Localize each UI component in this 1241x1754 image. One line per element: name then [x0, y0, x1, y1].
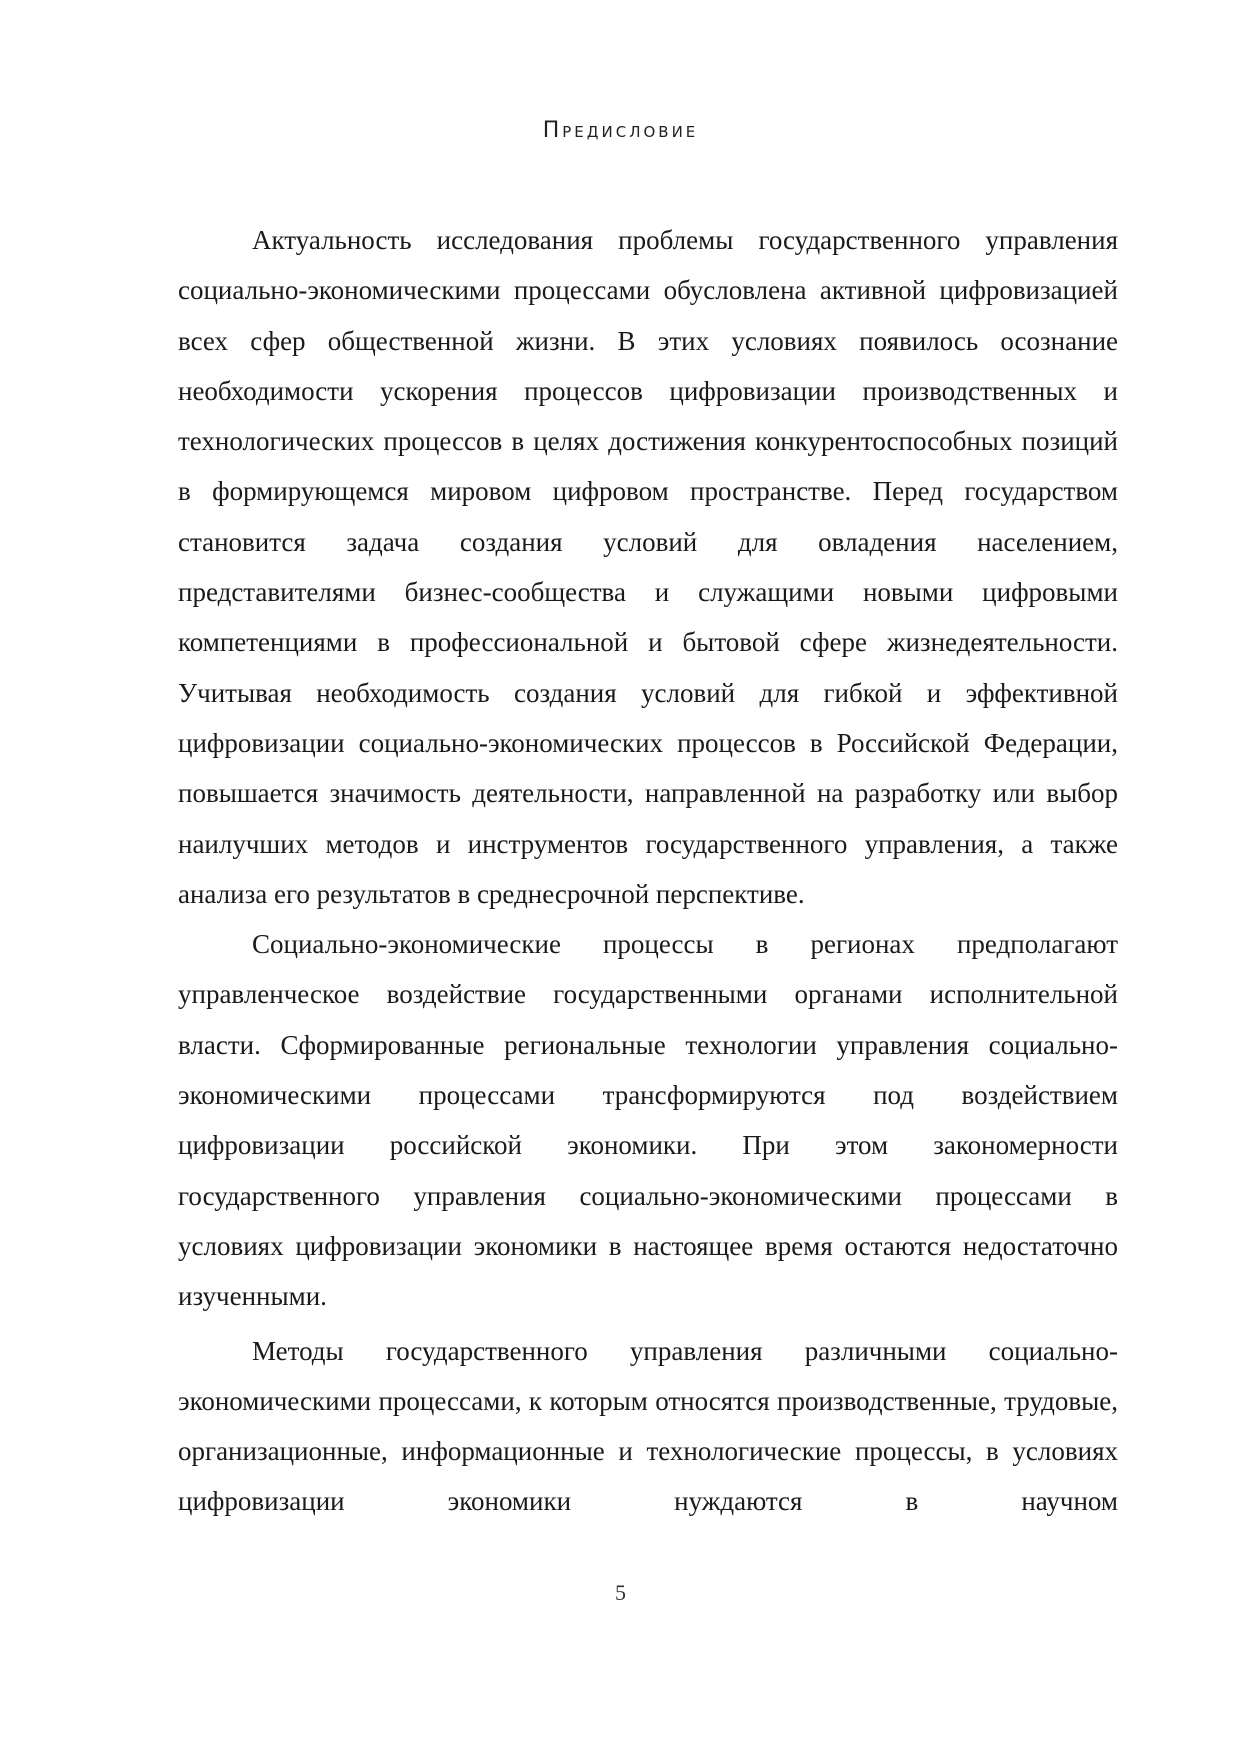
body-text — [178, 215, 1118, 1527]
section-heading: Предисловие — [542, 118, 699, 143]
paragraph-3: Методы государственного управления различными социально-экономическими процессами, к которым относятся производственные, трудовые, организационные, информационные и технологические процессы, в условиях цифровизации экономики нуждаются в научном — [178, 1335, 1118, 1517]
page-number: 5 — [615, 1580, 626, 1605]
paragraph-2: Социально-экономические процессы в регионах предполагают управленческое воздействие государственными органами исполнительной власти. Сформированные региональные технологии управления социально-экономическими процессами трансформируются под воздействием цифровизации российской экономики. При этом закономерности государственного управления социально-экономическими процессами в условиях цифровизации экономики в настоящее время остаются недостаточно изученными. — [178, 929, 1118, 1312]
paragraph-1: Актуальность исследования проблемы государственного управления социально-экономическими процессами обусловлена активной цифровизацией всех сфер общественной жизни. В этих условиях появилось осознание необходимости ускорения процессов цифровизации производственных и технологических процессов в целях достижения конкурентоспособных позиций в формирующемся мировом цифровом пространстве. Перед государством становится задача создания условий для овладения населением, представителями бизнес-сообщества и служащими новыми цифровыми компетенциями в профессиональной и бытовой сфере жизнедеятельности. Учитывая необходимость создания условий для гибкой и эффективной цифровизации социально-экономических процессов в Российской Федерации, повышается значимость деятельности, направленной на разработку или выбор наилучших методов и инструментов государственного управления, а также анализа его результатов в среднесрочной перспективе. — [178, 225, 1118, 909]
